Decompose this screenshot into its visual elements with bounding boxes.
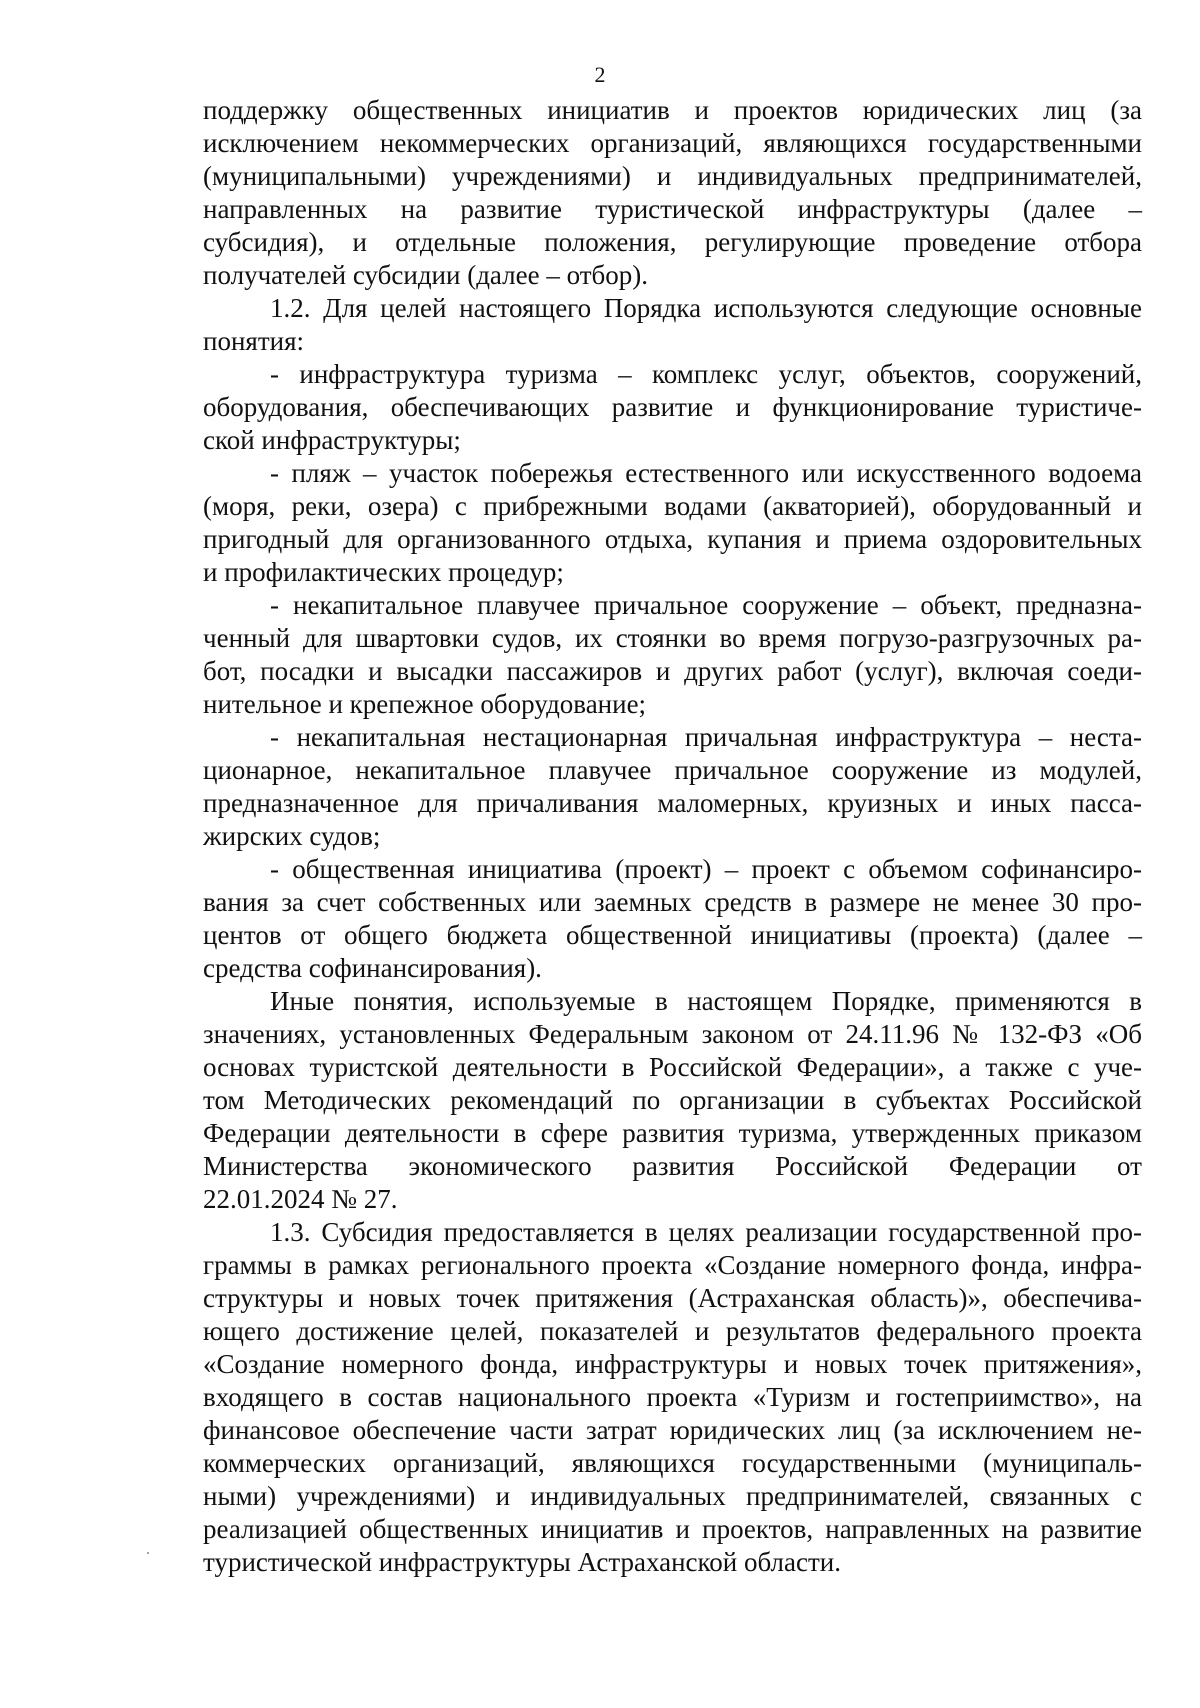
text-line: предназначенное для причаливания маломерных, круизных и иных пасса- (203, 788, 1142, 818)
text-line: нительное и крепежное оборудование; (203, 689, 647, 719)
text-line: оборудования, обеспечивающих развитие и функционирование туристиче- (203, 392, 1142, 422)
scan-speck (147, 1552, 149, 1554)
text-line: жирских судов; (203, 821, 381, 851)
text-line: - пляж – участок побережья естественного или искусственного водоема (270, 458, 1142, 488)
text-line: субсидия), и отдельные положения, регулирующие проведение отбора (203, 227, 1142, 257)
text-line: средства софинансирования). (203, 953, 542, 983)
text-line: (муниципальными) учреждениями) и индивидуальных предпринимателей, (203, 161, 1142, 191)
text-line: центов от общего бюджета общественной инициативы (проекта) (далее – (203, 920, 1142, 950)
text-line: туристической инфраструктуры Астраханской области. (203, 1547, 841, 1577)
text-line: ционарное, некапитальное плавучее причальное сооружение из модулей, (203, 755, 1142, 785)
text-line: - некапитальное плавучее причальное сооружение – объект, предназна- (270, 590, 1142, 620)
text-line: том Методических рекомендаций по организации в субъектах Российской (203, 1085, 1142, 1115)
text-line: (моря, реки, озера) с прибрежными водами (акваторией), оборудованный и (203, 491, 1142, 521)
text-line: направленных на развитие туристической инфраструктуры (далее – (203, 194, 1142, 224)
text-line: ющего достижение целей, показателей и результатов федерального проекта (203, 1316, 1142, 1346)
text-line: Иные понятия, используемые в настоящем Порядке, применяются в (270, 986, 1142, 1016)
text-line: ными) учреждениями) и индивидуальных предпринимателей, связанных с (203, 1481, 1142, 1511)
text-line: «Создание номерного фонда, инфраструктуры и новых точек притяжения», (203, 1349, 1142, 1379)
text-line: реализацией общественных инициатив и проектов, направленных на развитие (203, 1514, 1142, 1544)
text-line: исключением некоммерческих организаций, являющихся государственными (203, 128, 1142, 158)
text-line: - инфраструктура туризма – комплекс услуг, объектов, сооружений, (270, 359, 1142, 389)
text-line: и профилактических процедур; (203, 557, 564, 587)
text-line: пригодный для организованного отдыха, купания и приема оздоровительных (203, 524, 1142, 554)
text-line: вания за счет собственных или заемных средств в размере не менее 30 про- (203, 887, 1142, 917)
text-line: понятия: (203, 326, 304, 356)
text-line: 1.2. Для целей настоящего Порядка используются следующие основные (270, 293, 1142, 323)
text-line: бот, посадки и высадки пассажиров и других работ (услуг), включая соеди- (203, 656, 1142, 686)
text-line: значениях, установленных Федеральным законом от 24.11.96 № 132-ФЗ «Об (203, 1019, 1142, 1049)
text-line: финансовое обеспечение части затрат юридических лиц (за исключением не- (203, 1415, 1142, 1445)
text-line: Федерации деятельности в сфере развития туризма, утвержденных приказом (203, 1118, 1142, 1148)
text-line: - общественная инициатива (проект) – проект с объемом софинансиро- (270, 854, 1142, 884)
text-line: граммы в рамках регионального проекта «Создание номерного фонда, инфра- (203, 1250, 1142, 1280)
text-line: ченный для швартовки судов, их стоянки во время погрузо-разгрузочных ра- (203, 623, 1142, 653)
text-line: - некапитальная нестационарная причальная инфраструктура – неста- (270, 722, 1142, 752)
text-line: ской инфраструктуры; (203, 425, 461, 455)
page-number: 2 (594, 62, 606, 87)
text-line: Министерства экономического развития Российской Федерации от (203, 1151, 1142, 1181)
text-line: входящего в состав национального проекта «Туризм и гостеприимство», на (203, 1382, 1142, 1412)
text-line: 1.3. Субсидия предоставляется в целях реализации государственной про- (270, 1217, 1142, 1247)
text-line: коммерческих организаций, являющихся государственными (муниципаль- (203, 1448, 1142, 1478)
text-line: структуры и новых точек притяжения (Астраханская область)», обеспечива- (203, 1283, 1142, 1313)
text-line: 22.01.2024 № 27. (203, 1184, 398, 1214)
text-line: получателей субсидии (далее – отбор). (203, 260, 649, 290)
text-line: основах туристской деятельности в Российской Федерации», а также с уче- (203, 1052, 1142, 1082)
text-line: поддержку общественных инициатив и проектов юридических лиц (за (203, 95, 1142, 125)
